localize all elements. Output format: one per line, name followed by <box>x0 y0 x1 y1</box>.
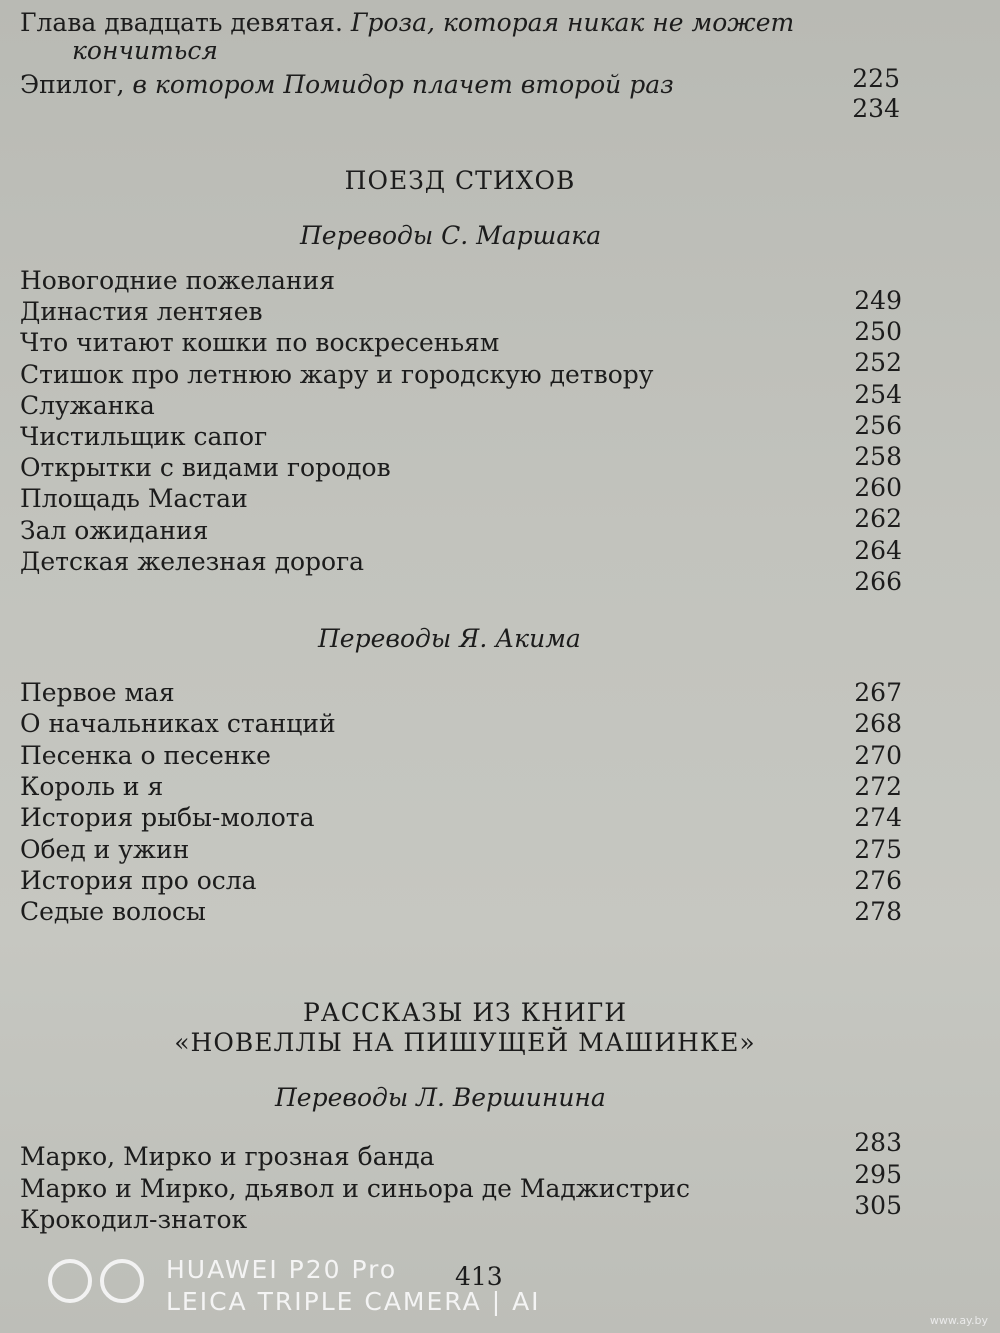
epilogue-label: Эпилог, <box>20 70 125 99</box>
page-234: 234 <box>852 94 900 123</box>
toc-entry-page: 305 <box>854 1191 902 1220</box>
toc-entry-title: Песенка о песенке <box>20 740 271 770</box>
toc-entry-title: Детская железная дорога <box>20 546 365 576</box>
page-number: 413 <box>455 1262 503 1291</box>
toc-entry-page: 249 <box>854 286 902 315</box>
toc-entry-page: 268 <box>854 709 902 739</box>
toc-entry-title: Открытки с видами городов <box>20 453 391 483</box>
toc-entry-title: Марко, Мирко и грозная банда <box>20 1142 435 1171</box>
toc-entry-page: 258 <box>854 442 902 471</box>
toc-entry-page: 256 <box>854 410 902 440</box>
camera-logo-icon <box>48 1259 152 1307</box>
camera-brand-line1: HUAWEI P20 Pro <box>166 1255 398 1284</box>
toc-entry-page: 264 <box>854 535 902 565</box>
toc-entry-title: Седые волосы <box>20 897 206 927</box>
toc-entry-title: Новогодние пожелания <box>20 266 335 295</box>
toc-entry-page: 266 <box>854 566 902 596</box>
chapter-29-line2: кончиться <box>72 36 218 65</box>
toc-entry-title: История рыбы-молота <box>20 803 315 833</box>
toc-entry-page: 260 <box>854 473 902 503</box>
section-subtitle-akim: Переводы Я. Акима <box>318 624 581 653</box>
toc-entry-page: 278 <box>854 897 902 927</box>
toc-entry-title: Первое мая <box>20 678 175 707</box>
page-225: 225 <box>852 64 900 93</box>
toc-entry-page: 295 <box>854 1159 902 1189</box>
section-subtitle-vershinin: Переводы Л. Вершинина <box>275 1083 606 1112</box>
toc-entry-page: 254 <box>854 379 902 409</box>
toc-entry-page: 275 <box>854 834 902 864</box>
toc-entry-title: Обед и ужин <box>20 834 190 864</box>
toc-entry-page: 276 <box>854 865 902 895</box>
toc-entry-title: Марко и Мирко, дьявол и синьора де Маджистрис <box>20 1173 690 1203</box>
camera-watermark <box>48 1255 608 1325</box>
toc-entry-title: Зал ожидания <box>20 515 209 545</box>
toc-entry-title: История про осла <box>20 865 257 895</box>
section-title-rasskazy: РАССКАЗЫ ИЗ КНИГИ <box>302 998 628 1027</box>
section-title-novelly: «НОВЕЛЛЫ НА ПИШУЩЕЙ МАШИНКЕ» <box>174 1028 756 1057</box>
toc-entry-page: 250 <box>854 317 902 347</box>
site-watermark: www.ay.by <box>929 1314 988 1327</box>
toc-entry-title: Служанка <box>20 390 155 420</box>
toc-entry-title: Стишок про летнюю жару и городскую детвору <box>20 359 654 389</box>
toc-entry-page: 272 <box>854 771 902 801</box>
epilogue-line <box>20 72 674 97</box>
toc-entry-page: 270 <box>854 740 902 770</box>
camera-brand-line2: LEICA TRIPLE CAMERA | AI <box>166 1287 541 1316</box>
toc-entry-title: Площадь Мастаи <box>20 484 248 514</box>
toc-entry-page: 274 <box>854 803 902 833</box>
toc-entry-page: 252 <box>854 348 902 378</box>
toc-entry-title: Что читают кошки по воскресеньям <box>20 328 500 358</box>
toc-entry-title: Король и я <box>20 771 164 801</box>
toc-entry-page: 262 <box>854 504 902 534</box>
toc-entry-title: О начальниках станций <box>20 709 336 739</box>
toc-entry-title: Крокодил-знаток <box>20 1205 248 1234</box>
toc-entry-page: 283 <box>854 1128 902 1157</box>
toc-entry-title: Династия лентяев <box>20 297 263 327</box>
toc-entry-title: Чистильщик сапог <box>20 422 268 451</box>
section-subtitle-marshak: Переводы С. Маршака <box>300 221 602 250</box>
section-title-poezd: ПОЕЗД СТИХОВ <box>344 166 576 195</box>
chapter-29-title: Гроза, которая никак не может <box>350 8 795 37</box>
epilogue-title: в котором Помидор плачет второй раз <box>132 70 674 99</box>
chapter-29-label: Глава двадцать девятая. <box>20 8 343 37</box>
chapter-29-line1 <box>20 10 794 35</box>
toc-entry-page: 267 <box>854 678 902 707</box>
